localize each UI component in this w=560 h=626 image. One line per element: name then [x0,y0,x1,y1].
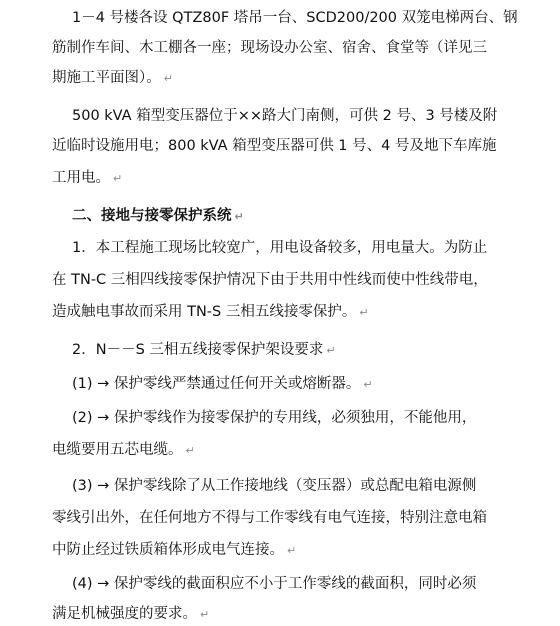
list-item: (3) → 保护零线除了从工作接地线（变压器）或总配电箱电源侧 [72,478,477,494]
list-item: (4) → 保护零线的截面积应不小于工作零线的截面积，同时必须 [72,576,477,592]
paragraph-mark-icon: ↵ [359,306,369,319]
list-item-continuation: 零线引出外，在任何地方不得与工作零线有电气连接，特别注意电箱 [52,510,487,526]
paragraph-mark-icon: ↵ [163,72,173,85]
paragraph-mark-icon: ↵ [113,172,123,185]
paragraph-mark-icon: ↵ [200,608,210,621]
paragraph-mark-icon: ↵ [185,444,195,457]
paragraph-line: 期施工平面图）。 ↵ [52,70,173,86]
list-item-continuation: 中防止经过铁质箱体形成电气连接。 ↵ [52,542,297,558]
paragraph-mark-icon: ↵ [234,210,244,223]
list-item-continuation: 满足机械强度的要求。 ↵ [52,606,210,622]
paragraph-line: 筋制作车间、木工棚各一座；现场设办公室、宿舍、食堂等（详见三 [52,40,487,56]
section-heading: 二、接地与接零保护系统 ↵ [72,208,244,224]
paragraph-line: 造成触电事故而采用 TN-S 三相五线接零保护。 ↵ [52,304,369,320]
list-item-continuation: 电缆要用五芯电缆。 ↵ [52,442,195,458]
paragraph-line: 1－4 号楼各设 QTZ80F 塔吊一台、SCD200/200 双笼电梯两台、钢 [72,10,518,26]
paragraph-line: 1．本工程施工现场比较宽广，用电设备较多，用电量大。为防止 [72,240,488,256]
list-item: (2) → 保护零线作为接零保护的专用线，必须独用，不能他用， [72,410,477,426]
paragraph-line: 近临时设施用电；800 kVA 箱型变压器可供 1 号、4 号及地下车库施 [52,138,497,154]
list-item: (1) → 保护零线严禁通过任何开关或熔断器。 ↵ [72,376,373,392]
paragraph-mark-icon: ↵ [363,378,373,391]
paragraph-line: 在 TN-C 三相四线接零保护情况下由于共用中性线而使中性线带电， [52,272,488,288]
paragraph-line: 工用电。 ↵ [52,170,123,186]
paragraph-mark-icon: ↵ [287,544,297,557]
paragraph-mark-icon: ↵ [326,344,336,357]
subsection-heading: 2．N－－S 三相五线接零保护架设要求 ↵ [72,342,336,358]
paragraph-line: 500 kVA 箱型变压器位于××路大门南侧，可供 2 号、3 号楼及附 [72,108,498,124]
